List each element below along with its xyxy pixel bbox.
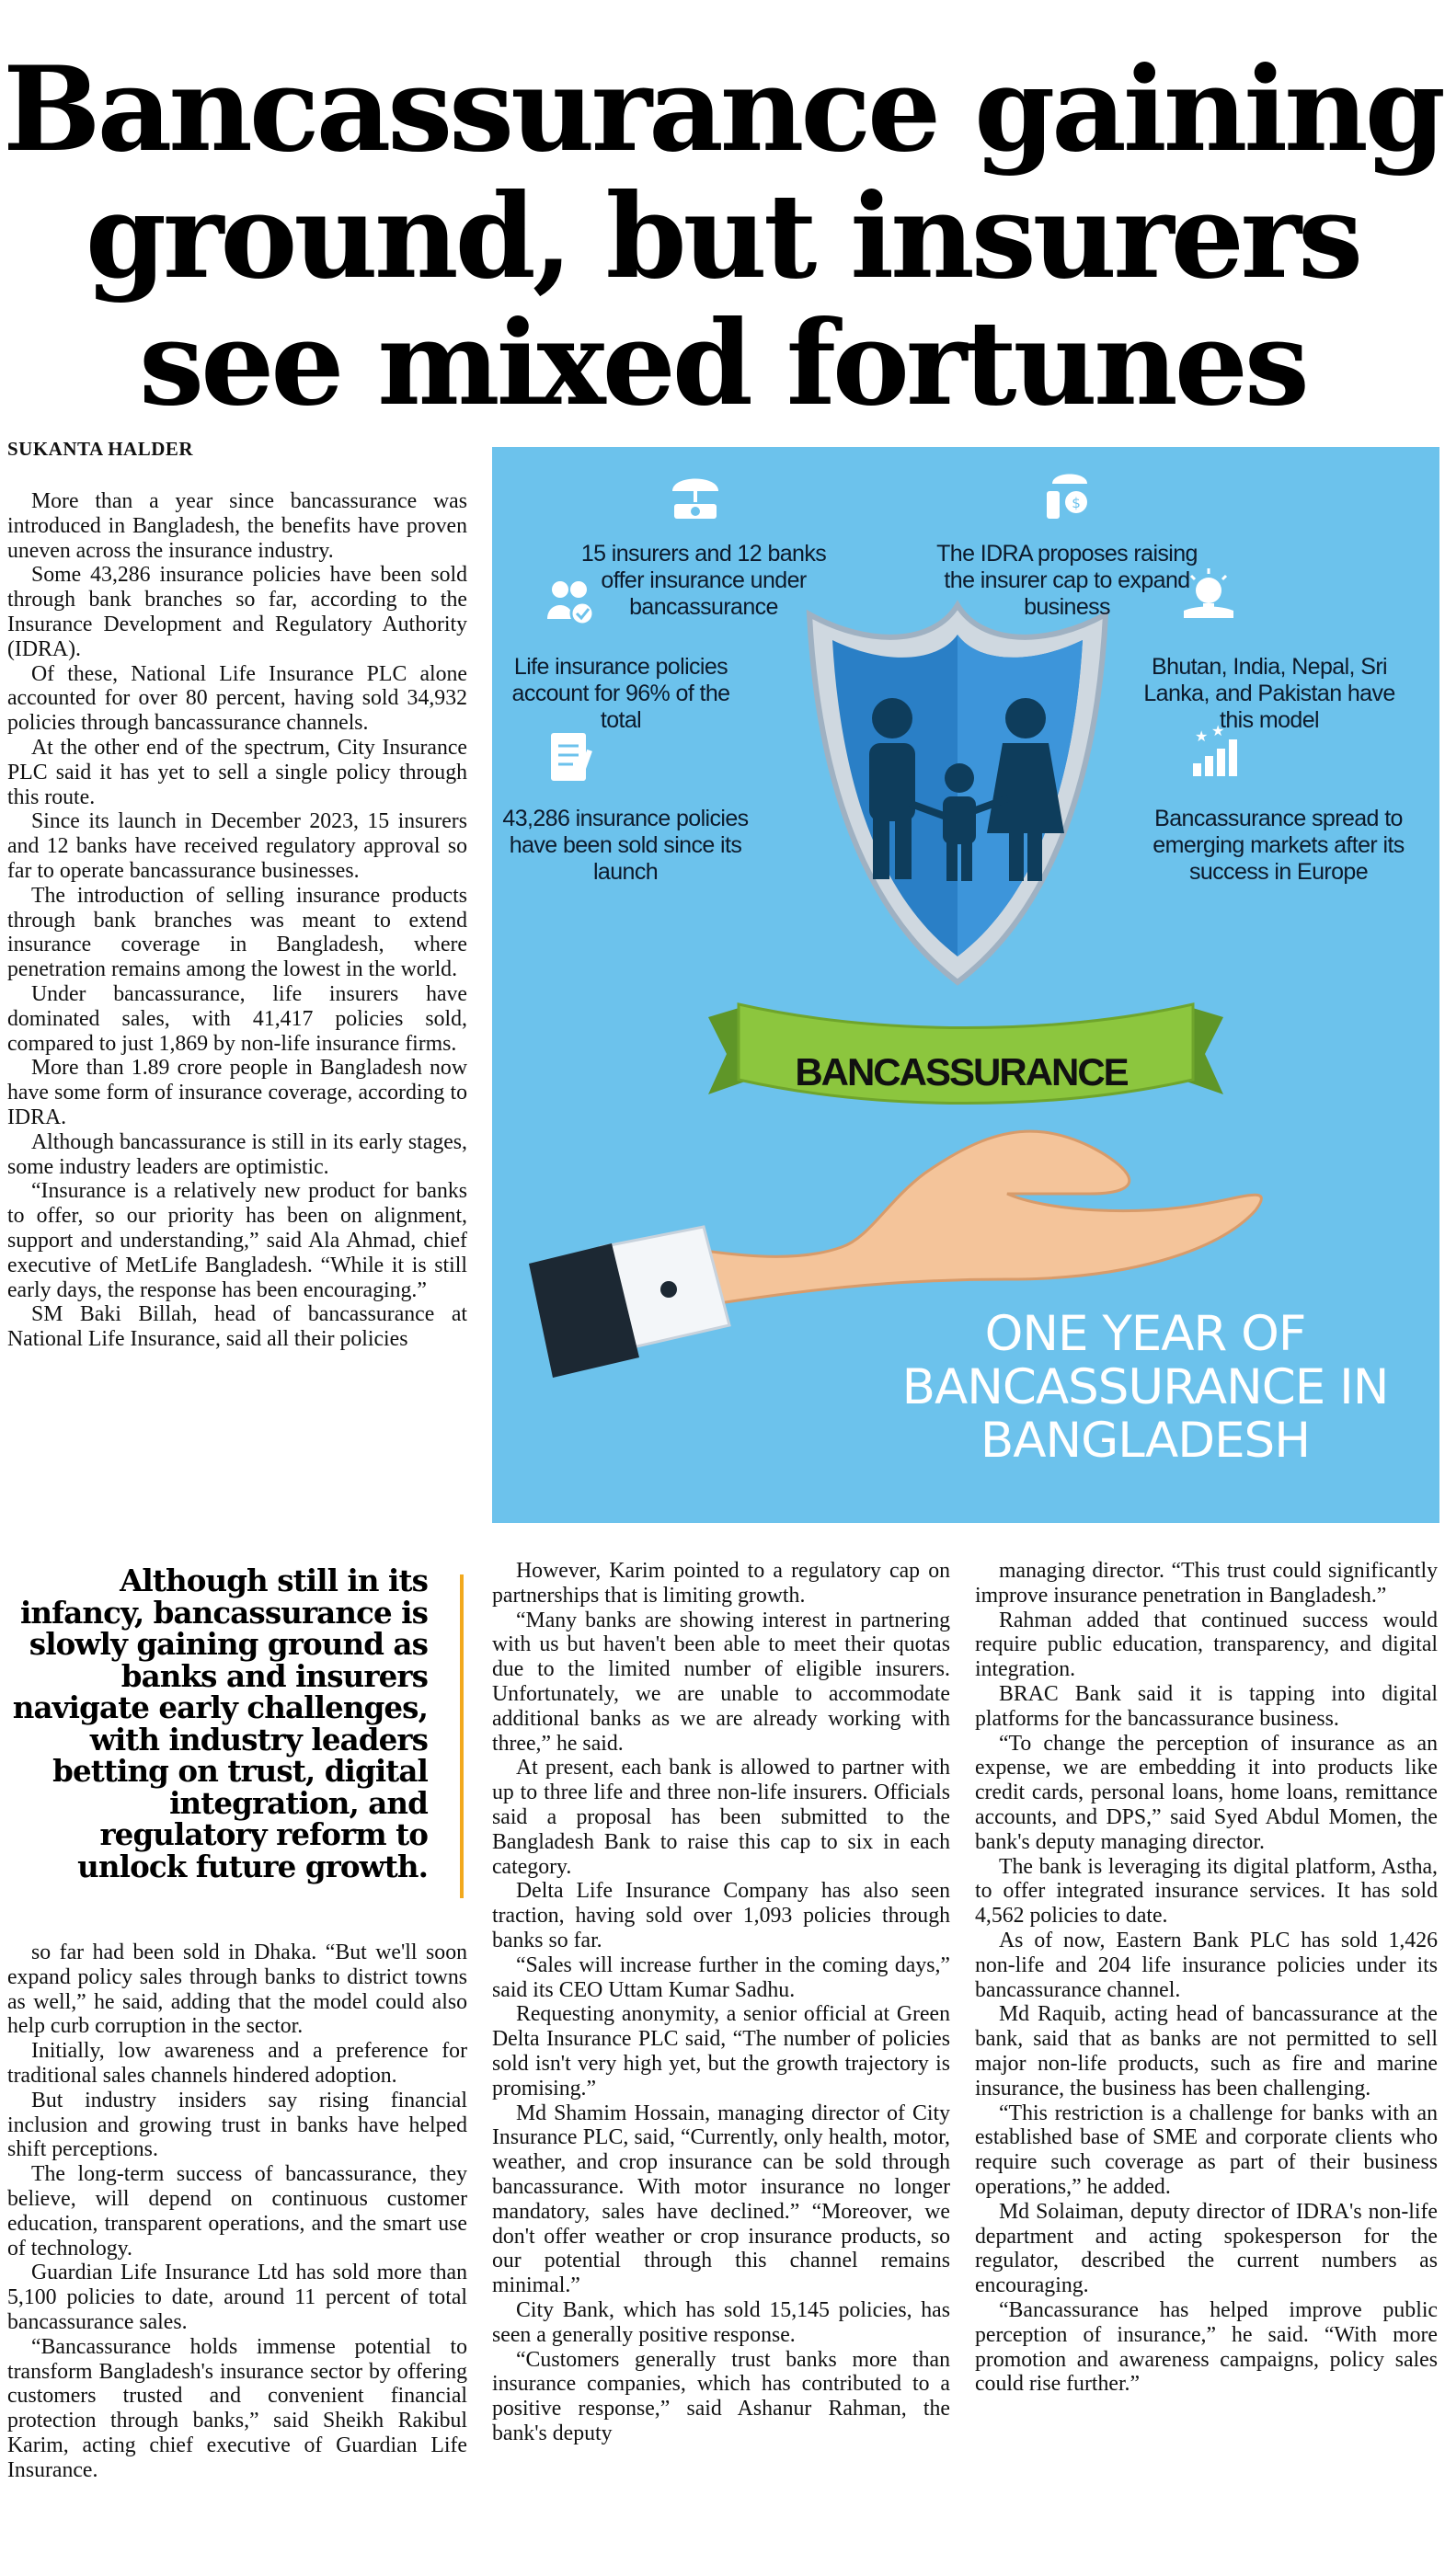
paragraph: Initially, low awareness and a preference for traditional sales channels hindered adoption. xyxy=(7,2039,467,2088)
hand xyxy=(653,1131,1261,1307)
svg-text:★: ★ xyxy=(1211,723,1225,739)
paragraph: “This restriction is a challenge for banks with an established base of SME and corporate clients who require such coverage as part of their business operations,” he added. xyxy=(975,2101,1438,2199)
column-1-top xyxy=(7,489,467,1352)
svg-text:$: $ xyxy=(1072,495,1081,511)
paragraph: Since its launch in December 2023, 15 insurers and 12 banks have received regulatory approval so far to operate bancassurance businesses. xyxy=(7,809,467,883)
infographic xyxy=(492,447,1439,1523)
pull-quote-rule xyxy=(460,1574,464,1898)
paragraph: BRAC Bank said it is tapping into digital platforms for the bancassurance business. xyxy=(975,1681,1438,1731)
paragraph: The introduction of selling insurance products through bank branches was meant to extend insurance coverage in Bangladesh, where penetration remains among the lowest in the world. xyxy=(7,883,467,982)
paragraph: “To change the perception of insurance as an expense, we are embedding it into products like credit cards, personal loans, home loans, remittance accounts, and DPS,” said Syed Abdul Momen, the bank's deputy managing director. xyxy=(975,1731,1438,1854)
pull-quote: Although still in its infancy, bancassurance is slowly gaining ground as banks and insurers navigate early challenges, with industry leaders betting on trust, digital integration, and regulatory reform to unlock future growth. xyxy=(12,1563,428,1884)
paragraph: Md Raquib, acting head of bancassurance at the bank, said that as banks are not permitted to sell major non-life products, such as fire and marine insurance, the business has been challenging. xyxy=(975,2002,1438,2101)
svg-text:★: ★ xyxy=(1195,727,1209,745)
paragraph: “Bancassurance has helped improve public perception of insurance,” he said. “With more promotion and awareness campaigns, policy sales could rise further.” xyxy=(975,2297,1438,2397)
paragraph: City Bank, which has sold 15,145 policies, has seen a generally positive response. xyxy=(492,2297,950,2347)
one-year-line-1: ONE YEAR OF xyxy=(984,1306,1306,1362)
headline: Bancassurance gaining ground, but insurers see mixed fortunes xyxy=(3,41,1442,431)
column-2 xyxy=(492,1559,950,2446)
one-year-line-3: BANGLADESH xyxy=(980,1413,1311,1469)
paragraph: SM Baki Billah, head of bancassurance at National Life Insurance, said all their policies xyxy=(7,1302,467,1352)
one-year-line-2: BANCASSURANCE IN xyxy=(901,1359,1389,1415)
cufflink-icon xyxy=(660,1281,677,1298)
paragraph: However, Karim pointed to a regulatory cap on partnerships that is limiting growth. xyxy=(492,1559,950,1608)
paragraph: “Many banks are showing interest in partnering with us but haven't been able to meet their quotas due to the limited number of eligible insurers. Unfortunately, we are unable to accommodate additional banks as we are already working with three,” he said. xyxy=(492,1608,950,1756)
paragraph: More than 1.89 crore people in Bangladesh now have some form of insurance coverage, according to IDRA. xyxy=(7,1056,467,1129)
paragraph: “Insurance is a relatively new product for banks to offer, so our priority has been on alignment, support and understanding,” said Ala Ahmad, chief executive of MetLife Bangladesh. “While it is still early days, the response has been encouraging.” xyxy=(7,1179,467,1302)
paragraph: “Customers generally trust banks more than insurance companies, which has contributed to a positive response,” said Ashanur Rahman, the bank's deputy xyxy=(492,2347,950,2445)
paragraph: At the other end of the spectrum, City Insurance PLC said it has yet to sell a single policy through this route. xyxy=(7,735,467,809)
one-year-title xyxy=(869,1308,1421,1468)
fact-europe: Bancassurance spread to emerging markets after its success in Europe xyxy=(1153,806,1405,885)
paragraph: Md Solaiman, deputy director of IDRA's non-life department and acting spokesperson for the regulator, described the current numbers as encouraging. xyxy=(975,2199,1438,2298)
fact-countries: Bhutan, India, Nepal, Sri Lanka, and Pakistan have this model xyxy=(1143,654,1395,733)
paragraph: The bank is leveraging its digital platform, Astha, to offer integrated insurance services. It has sold 4,562 policies to date. xyxy=(975,1854,1438,1929)
paragraph: Delta Life Insurance Company has also seen traction, having sold over 1,093 policies through banks so far. xyxy=(492,1879,950,1952)
paragraph: Of these, National Life Insurance PLC alone accounted for over 80 percent, having sold 34,932 policies through bancassurance channels. xyxy=(7,661,467,736)
paragraph: The long-term success of bancassurance, they believe, will depend on continuous customer education, transparent operations, and the smart use of technology. xyxy=(7,2162,467,2261)
fact-policies-sold: 43,286 insurance policies have been sold since its launch xyxy=(502,806,749,885)
badge-label: BANCASSURANCE xyxy=(795,1050,1128,1093)
paragraph: Md Shamim Hossain, managing director of City Insurance PLC, said, “Currently, only health, motor, weather, and crop insurance can be sold through bancassurance. With motor insurance no longer mandatory, sales have declined.” “Moreover, we don't offer weather or crop insurance products, so our potential through this channel remains minimal.” xyxy=(492,2101,950,2298)
paragraph: so far had been sold in Dhaka. “But we'll soon expand policy sales through banks to district towns as well,” he said, adding that the model could also help curb corruption in the sector. xyxy=(7,1941,467,2039)
paragraph: Some 43,286 insurance policies have been sold through bank branches so far, according to the Insurance Development and Regulatory Authority (IDRA). xyxy=(7,563,467,661)
policy-document-icon xyxy=(540,727,601,788)
paragraph: managing director. “This trust could significantly improve insurance penetration in Bangladesh.” xyxy=(975,1559,1438,1608)
byline: SUKANTA HALDER xyxy=(7,438,194,460)
fact-idra-cap: The IDRA proposes raising the insurer cap to expand business xyxy=(936,541,1198,620)
fact-life-share: Life insurance policies account for 96% of the total xyxy=(511,654,730,733)
paragraph: Under bancassurance, life insurers have dominated sales, with 41,417 policies sold, compared to just 1,869 by non-life insurance firms. xyxy=(7,981,467,1056)
column-1-bottom xyxy=(7,1941,467,2483)
paragraph: More than a year since bancassurance was introduced in Bangladesh, the benefits have proven uneven across the insurance industry. xyxy=(7,489,467,563)
paragraph: Guardian Life Insurance Ltd has sold more than 5,100 policies to date, around 11 percent of total bancassurance sales. xyxy=(7,2261,467,2334)
paragraph: At present, each bank is allowed to partner with up to three life and three non-life insurers. Officials said a proposal has been submitted to the Bangladesh Bank to raise this cap to six in each category. xyxy=(492,1756,950,1879)
fact-insurers-banks: 15 insurers and 12 banks offer insurance under bancassurance xyxy=(580,541,827,620)
paragraph: Although bancassurance is still in its early stages, some industry leaders are optimistic. xyxy=(7,1129,467,1179)
paragraph: Rahman added that continued success would require public education, transparency, and digital integration. xyxy=(975,1608,1438,1682)
column-3 xyxy=(975,1559,1438,2397)
umbrella-money-icon xyxy=(665,464,726,524)
paragraph: “Bancassurance holds immense potential to transform Bangladesh's insurance sector by offering customers trusted and convenient financial protection through banks,” said Sheikh Rakibul Karim, acting chief executive of Guardian Life Insurance. xyxy=(7,2334,467,2482)
hand-umbrella-coin-icon xyxy=(1039,464,1100,524)
paragraph: “Sales will increase further in the coming days,” said its CEO Uttam Kumar Sadhu. xyxy=(492,1952,950,2002)
paragraph: But industry insiders say rising financial inclusion and growing trust in banks have helped shift perceptions. xyxy=(7,2088,467,2162)
paragraph: Requesting anonymity, a senior official at Green Delta Insurance PLC said, “The number of policies sold isn't very high yet, but the growth trajectory is promising.” xyxy=(492,2002,950,2101)
paragraph: As of now, Eastern Bank PLC has sold 1,426 non-life and 204 life insurance policies under its bancassurance channel. xyxy=(975,1928,1438,2002)
